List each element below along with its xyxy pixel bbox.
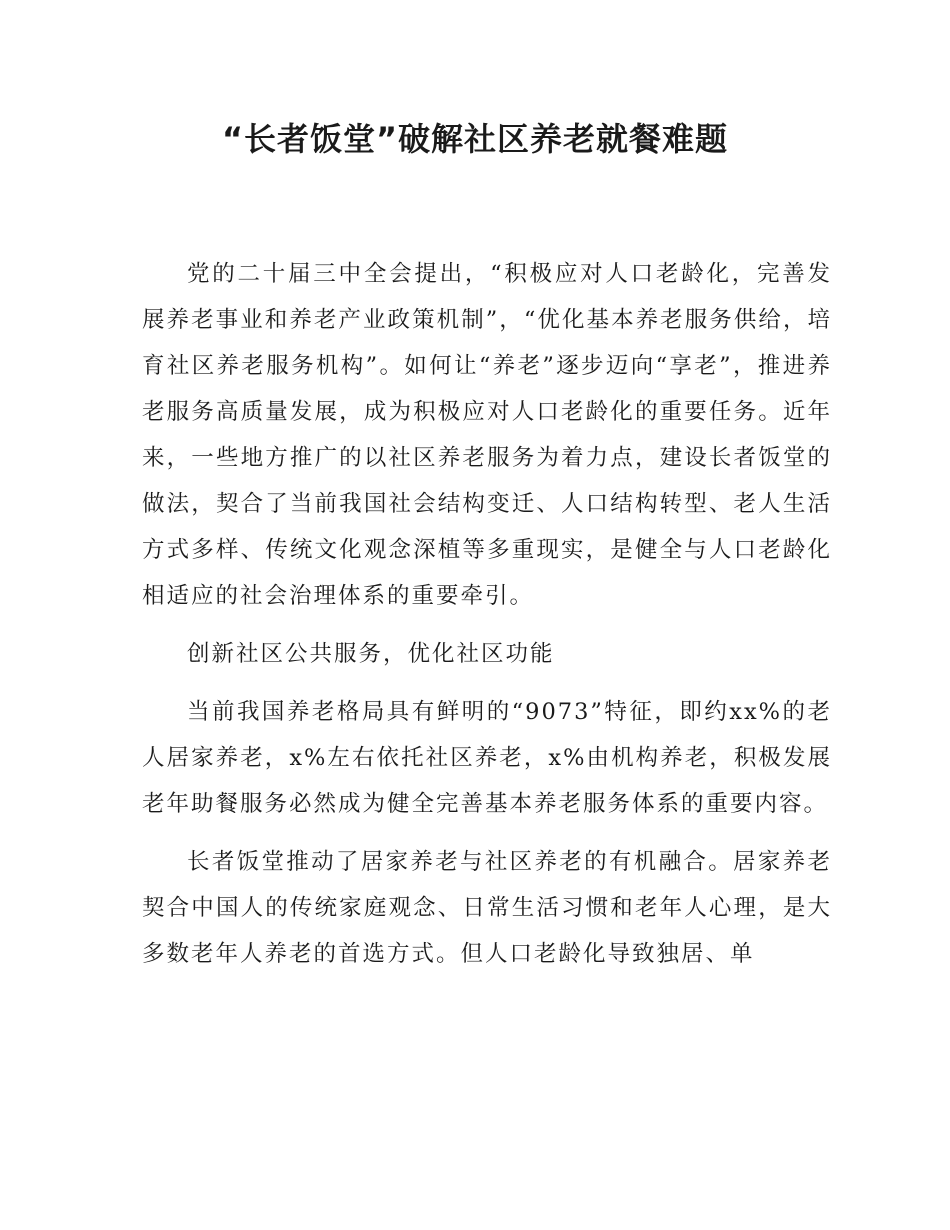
section-heading: 创新社区公共服务，优化社区功能 xyxy=(187,641,555,667)
paragraph-pattern: 当前我国养老格局具有鲜明的“9073”特征，即约xx%的老人居家养老，x%左右依托社区养老，x%由机构养老，积极发展老年助餐服务必然成为健全完善基本养老服务体系的重要内容。 xyxy=(142,699,832,817)
document-title: “长者饭堂”破解社区养老就餐难题 xyxy=(221,120,729,158)
document-body xyxy=(142,251,832,977)
paragraph-integration: 长者饭堂推动了居家养老与社区养老的有机融合。居家养老契合中国人的传统家庭观念、日常生活习惯和老年人心理，是大多数老年人养老的首选方式。但人口老龄化导致独居、单 xyxy=(142,849,832,967)
paragraph-intro: 党的二十届三中全会提出，“积极应对人口老龄化，完善发展养老事业和养老产业政策机制”，“优化基本养老服务供给，培育社区养老服务机构”。如何让“养老”逐步迈向“享老”，推进养老服务高质量发展，成为积极应对人口老龄化的重要任务。近年来，一些地方推广的以社区养老服务为着力点，建设长者饭堂的做法，契合了当前我国社会结构变迁、人口结构转型、老人生活方式多样、传统文化观念深植等多重现实，是健全与人口老龄化相适应的社会治理体系的重要牵引。 xyxy=(142,261,832,609)
